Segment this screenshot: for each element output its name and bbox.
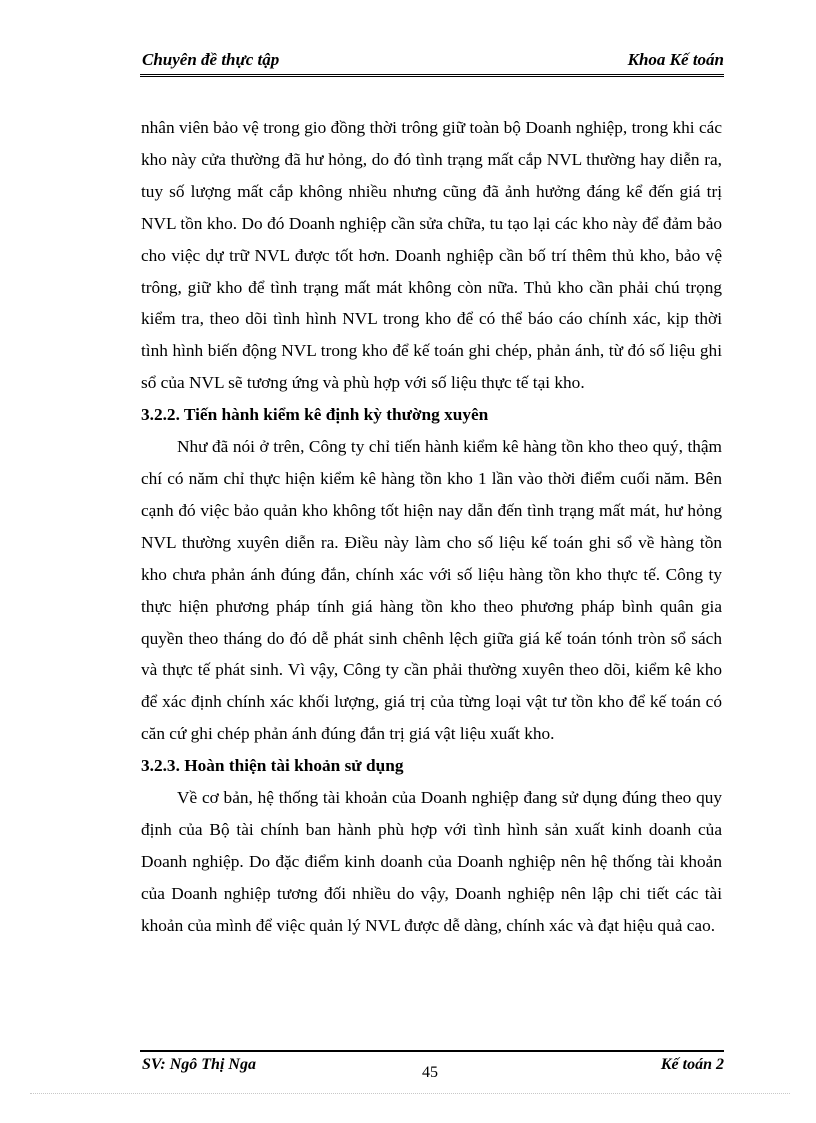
footer-class: Kế toán 2 <box>660 1056 724 1073</box>
paragraph: nhân viên bảo vệ trong gio đồng thời trông giữ toàn bộ Doanh nghiệp, trong khi các kho này cửa thường đã hư hỏng, do đó tình trạng mất cắp NVL thường hay diễn ra, tuy số lượng mất cắp không nhiều nhưng cũng đã ảnh hưởng đáng kể đến giá trị NVL tồn kho. Do đó Doanh nghiệp cần sửa chữa, tu tạo lại các kho này để đảm bảo cho việc dự trữ NVL được tốt hơn. Doanh nghiệp cần bố trí thêm thủ kho, bảo vệ trông, giữ kho để tình trạng mất mát không còn nữa. Thủ kho cần phải chú trọng kiểm tra, theo dõi tình hình NVL trong kho để có thể báo cáo chính xác, kịp thời tình hình biến động NVL trong kho để kế toán ghi chép, phản ánh, từ đó số liệu ghi sổ của NVL sẽ tương ứng và phù hợp với số liệu thực tế tại kho. <box>141 118 722 393</box>
page-number: 45 <box>422 1064 438 1081</box>
page-header <box>140 48 724 77</box>
paragraph: Về cơ bản, hệ thống tài khoản của Doanh nghiệp đang sử dụng đúng theo quy định của Bộ tài chính ban hành phù hợp với tình hình sản xuất kinh doanh của Doanh nghiệp. Do đặc điểm kinh doanh của Doanh nghiệp nên hệ thống tài khoản của Doanh nghiệp tương đối nhiều do vậy, Doanh nghiệp nên lập chi tiết các tài khoản của mình để việc quản lý NVL được dễ dàng, chính xác và đạt hiệu quả cao. <box>141 788 722 935</box>
page-boundary-divider <box>30 1093 790 1094</box>
footer-student-name: SV: Ngô Thị Nga <box>142 1056 256 1073</box>
section-heading: 3.2.2. Tiến hành kiểm kê định kỳ thường xuyên <box>141 405 489 425</box>
paragraph: Như đã nói ở trên, Công ty chỉ tiến hành kiểm kê hàng tồn kho theo quý, thậm chí có năm chỉ thực hiện kiểm kê hàng tồn kho 1 lần vào thời điểm cuối năm. Bên cạnh đó việc bảo quản kho không tốt hiện nay dẫn đến tình trạng mất mát, hư hỏng NVL thường xuyên diễn ra. Điều này làm cho số liệu kế toán ghi sổ về hàng tồn kho chưa phản ánh đúng đắn, chính xác với số liệu hàng tồn kho thực tế. Công ty thực hiện phương pháp tính giá hàng tồn kho theo phương pháp bình quân gia quyền theo tháng do đó dễ phát sinh chênh lệch giữa giá kế toán tónh tròn sổ sách và thực tế phát sinh. Vì vậy, Công ty cần phải thường xuyên theo dõi, kiểm kê kho để xác định chính xác khối lượng, giá trị của từng loại vật tư tồn kho để kế toán có căn cứ ghi chép phản ánh đúng đắn trị giá vật liệu xuất kho. <box>141 437 722 744</box>
section-heading: 3.2.3. Hoàn thiện tài khoản sử dụng <box>141 756 404 776</box>
header-right-title: Khoa Kế toán <box>627 50 724 69</box>
header-left-title: Chuyên đề thực tập <box>142 50 280 69</box>
page-footer <box>140 1050 724 1092</box>
document-body <box>141 112 722 942</box>
